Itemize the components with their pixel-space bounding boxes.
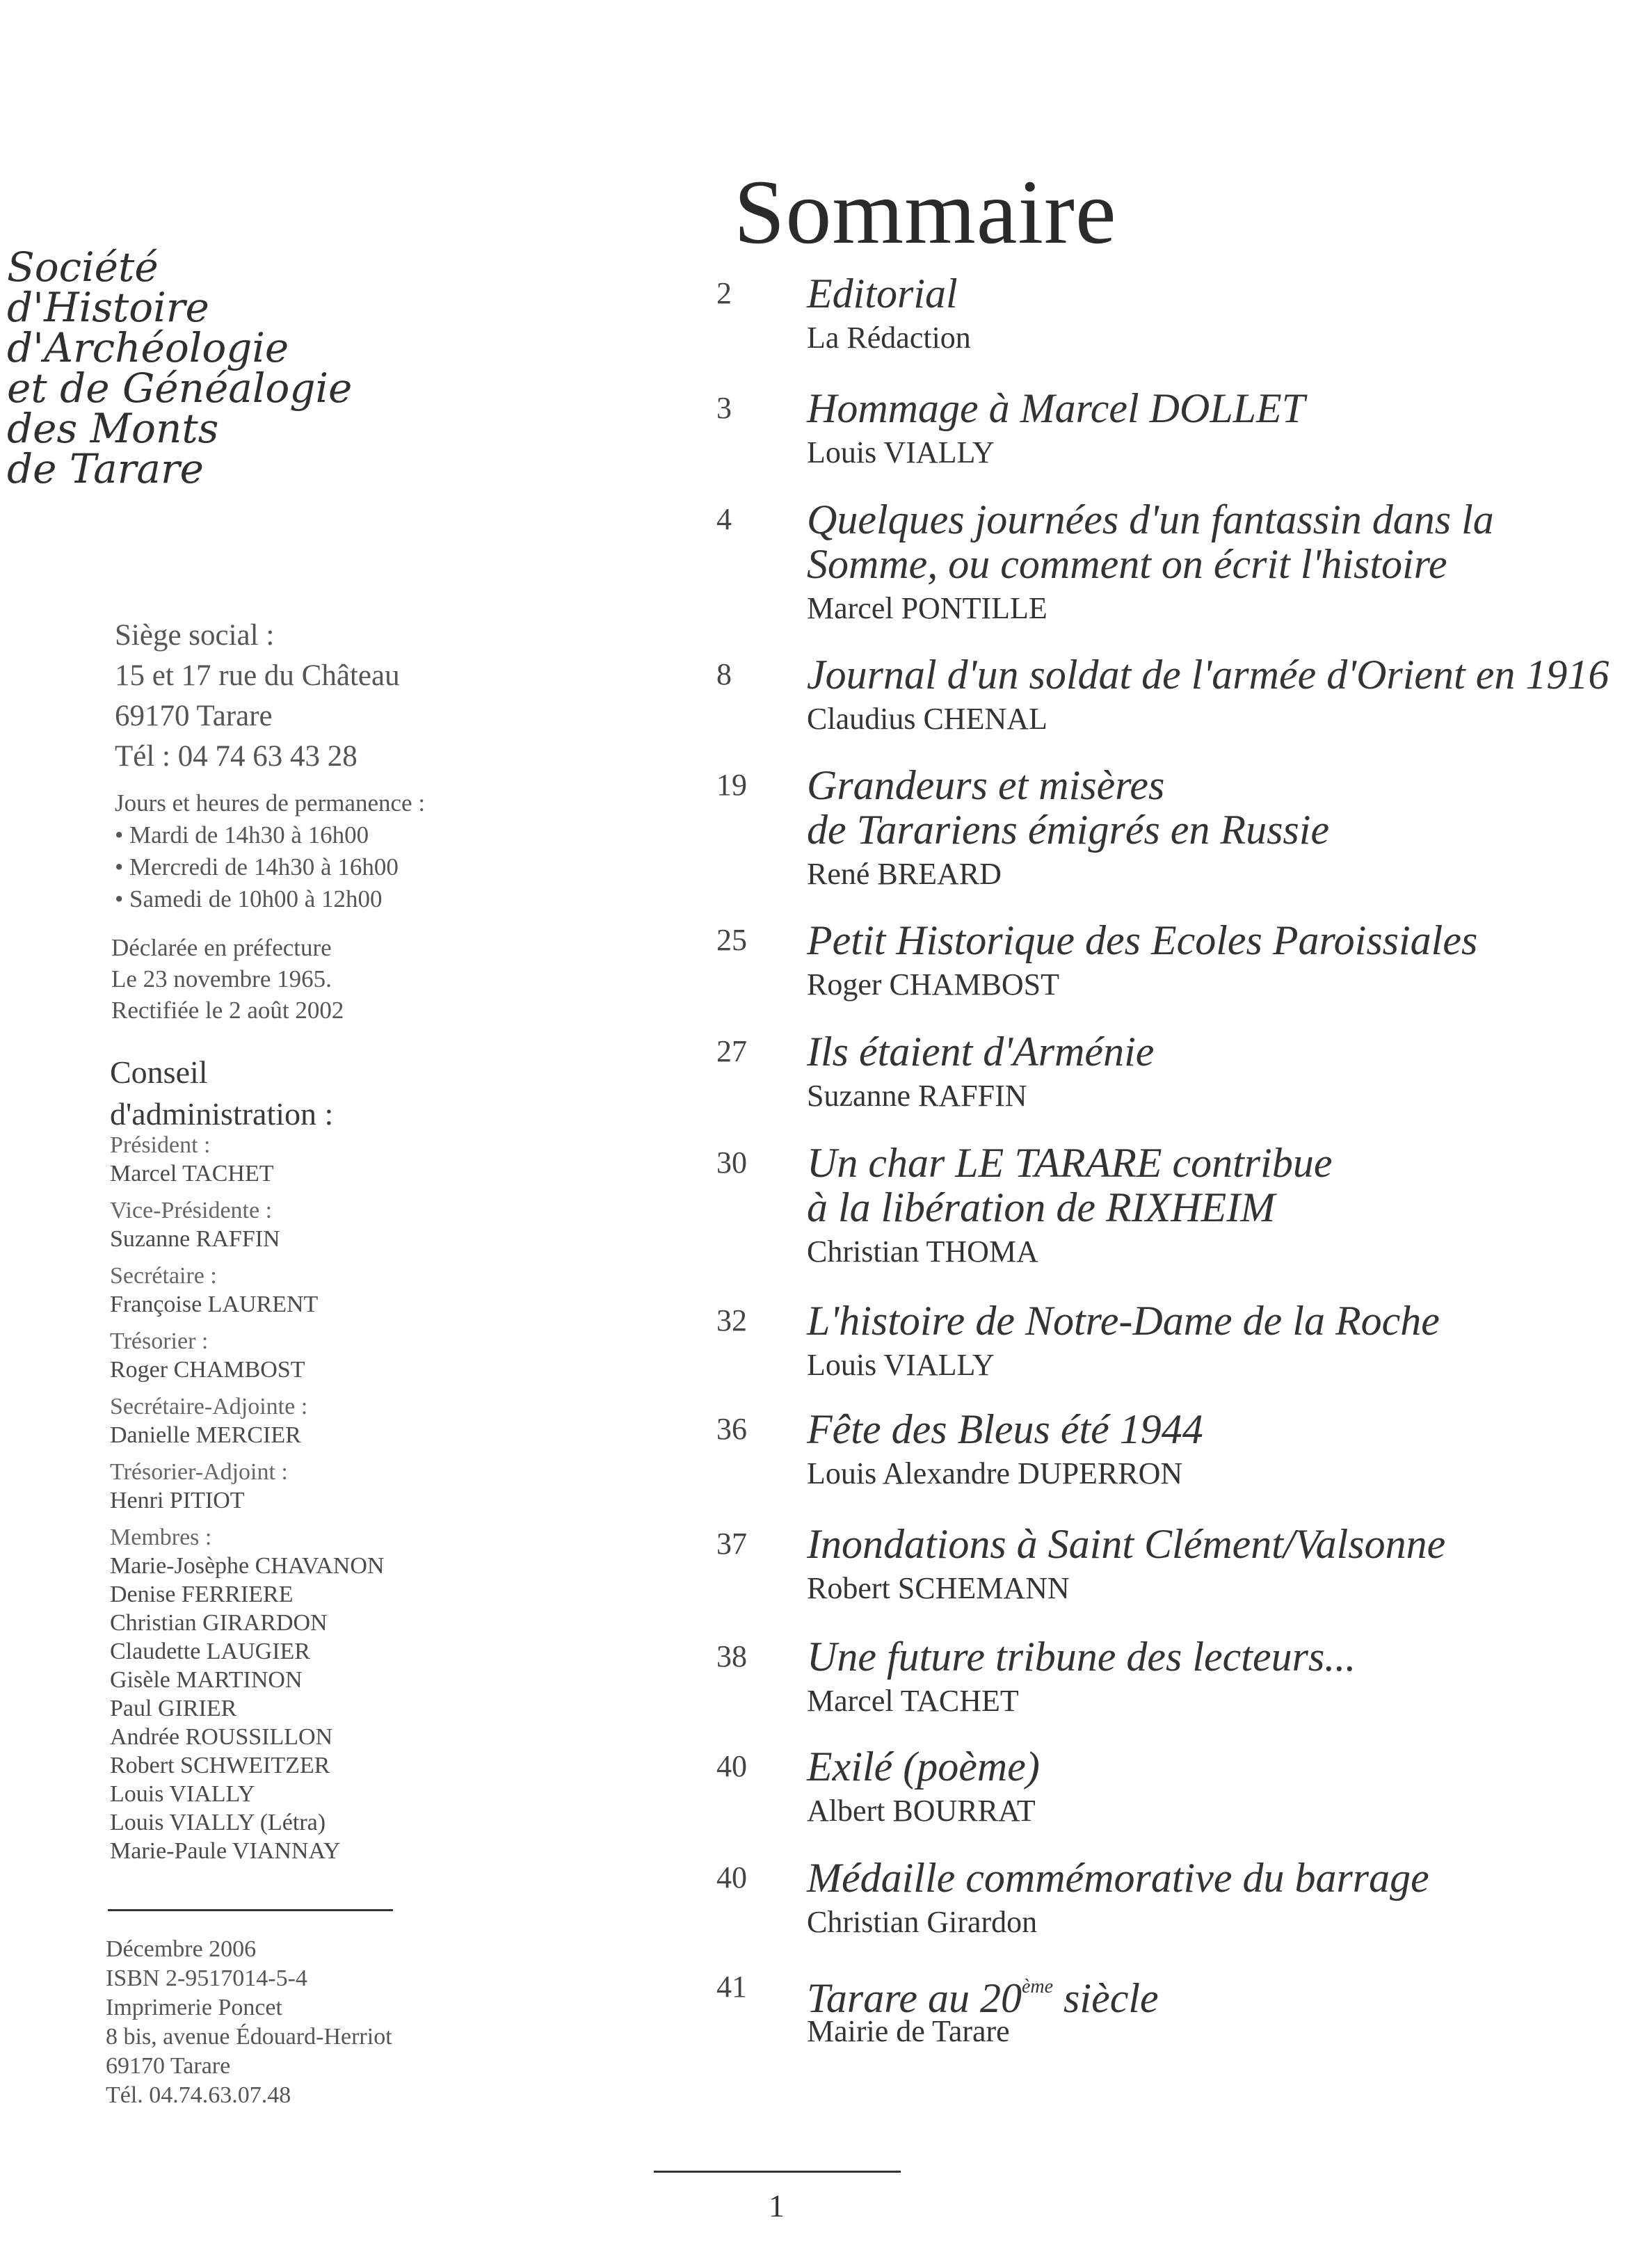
toc-page-number: 36 <box>716 1412 747 1446</box>
toc-page-number: 37 <box>716 1527 747 1561</box>
toc-page-number: 25 <box>716 923 747 957</box>
board-member-name: Roger CHAMBOST <box>110 1357 305 1383</box>
toc-title-line: Exilé (poème) <box>807 1744 1040 1790</box>
hours-label: Jours et heures de permanence : <box>115 789 426 817</box>
toc-title-line: Editorial <box>807 271 958 316</box>
toc-title-line <box>807 1965 1621 2020</box>
toc-title-line: Petit Historique des Ecoles Paroissiales <box>807 917 1478 963</box>
toc-title-line: Ils étaient d'Arménie <box>807 1029 1155 1075</box>
toc-page-number: 19 <box>716 768 747 802</box>
toc-page-number: 27 <box>716 1034 747 1068</box>
board-member: Denise FERRIERE <box>110 1582 294 1607</box>
toc-page-number: 41 <box>716 1970 747 2004</box>
toc-author: René BREARD <box>807 857 1002 891</box>
board-member-name: Marcel TACHET <box>110 1161 274 1187</box>
imprint-date: Décembre 2006 <box>106 1936 257 1962</box>
toc-title <box>807 918 1621 963</box>
toc-title-main: Tarare au 20 <box>807 1975 1022 2021</box>
board-role: Secrétaire-Adjointe : <box>110 1394 308 1419</box>
toc-title-line: Une future tribune des lecteurs... <box>807 1634 1356 1680</box>
members-label: Membres : <box>110 1525 212 1550</box>
society-line: Société <box>7 243 159 291</box>
hq-address-line: 69170 Tarare <box>115 700 273 732</box>
toc-author: Christian THOMA <box>807 1234 1038 1269</box>
divider <box>108 1909 393 1911</box>
toc-page-number: 30 <box>716 1145 747 1180</box>
toc-title <box>807 1298 1621 1343</box>
toc-title-line: Un char LE TARARE contribue <box>807 1140 1333 1186</box>
board-member: Gisèle MARTINON <box>110 1667 303 1693</box>
toc-page-number: 40 <box>716 1860 747 1895</box>
society-line: d'Archéologie <box>7 324 289 371</box>
board-role: Secrétaire : <box>110 1263 217 1289</box>
toc-title-line: Hommage à Marcel DOLLET <box>807 385 1306 431</box>
toc-page-number: 38 <box>716 1639 747 1673</box>
board-member: Marie-Paule VIANNAY <box>110 1838 341 1864</box>
toc-title-line: Fête des Bleus été 1944 <box>807 1406 1203 1452</box>
toc-author: Marcel TACHET <box>807 1684 1019 1718</box>
toc-author: Mairie de Tarare <box>807 2014 1010 2048</box>
toc-title-line: Quelques journées d'un fantassin dans la <box>807 497 1494 542</box>
toc-title-line: Médaille commémorative du barrage <box>807 1855 1429 1901</box>
hours-item: • Samedi de 10h00 à 12h00 <box>115 885 383 912</box>
society-line: de Tarare <box>7 445 204 492</box>
toc-author: La Rédaction <box>807 321 971 355</box>
toc-author: Marcel PONTILLE <box>807 591 1047 625</box>
toc-author: Louis VIALLY <box>807 1348 995 1382</box>
board-member-name: Henri PITIOT <box>110 1488 245 1513</box>
declaration-line: Rectifiée le 2 août 2002 <box>111 997 344 1024</box>
toc-author: Robert SCHEMANN <box>807 1571 1070 1605</box>
toc-author: Louis Alexandre DUPERRON <box>807 1456 1183 1490</box>
toc-page-number: 32 <box>716 1303 747 1337</box>
toc-author: Claudius CHENAL <box>807 702 1047 736</box>
board-member: Marie-Josèphe CHAVANON <box>110 1553 385 1579</box>
toc-title <box>807 1744 1621 1789</box>
toc-title-line: Somme, ou comment on écrit l'histoire <box>807 541 1447 587</box>
toc-title-line: de Tarariens émigrés en Russie <box>807 807 1330 853</box>
toc-title <box>807 1634 1621 1679</box>
imprint-printer: Imprimerie Poncet <box>106 1995 282 2020</box>
toc-author: Roger CHAMBOST <box>807 967 1060 1002</box>
board-title-line: Conseil <box>110 1054 208 1090</box>
board-title <box>110 1052 555 1135</box>
board-list <box>110 1131 555 1865</box>
society-line: et de Généalogie <box>7 364 353 412</box>
toc-title-line: Journal d'un soldat de l'armée d'Orient en 1916 <box>807 652 1609 698</box>
board-member-name: Danielle MERCIER <box>110 1422 301 1448</box>
toc-title <box>807 1407 1621 1451</box>
toc-title <box>807 271 1621 316</box>
board-member-name: Françoise LAURENT <box>110 1292 319 1317</box>
toc-author: Louis VIALLY <box>807 435 995 469</box>
toc-title <box>807 1029 1621 1074</box>
society-line: des Monts <box>7 405 219 452</box>
toc-page-number: 3 <box>716 391 732 425</box>
headquarters <box>115 616 560 777</box>
hours-item: • Mercredi de 14h30 à 16h00 <box>115 853 399 880</box>
office-hours <box>115 787 560 915</box>
toc-title-line: Inondations à Saint Clément/Valsonne <box>807 1521 1446 1567</box>
board-role: Trésorier-Adjoint : <box>110 1459 288 1485</box>
board-member: Andrée ROUSSILLON <box>110 1724 333 1750</box>
declaration-line: Le 23 novembre 1965. <box>111 965 332 992</box>
toc-page-number: 2 <box>716 276 732 310</box>
board-member: Claudette LAUGIER <box>110 1639 310 1664</box>
toc-title <box>807 497 1621 586</box>
toc-author: Albert BOURRAT <box>807 1794 1036 1828</box>
toc-page-number: 40 <box>716 1749 747 1783</box>
imprint <box>106 1935 551 2110</box>
toc-page-number: 4 <box>716 502 732 536</box>
society-name <box>7 243 424 492</box>
toc-title <box>807 1856 1621 1900</box>
board-role: Trésorier : <box>110 1328 209 1354</box>
board-member: Paul GIRIER <box>110 1696 237 1721</box>
toc-title <box>807 386 1621 431</box>
board-member: Louis VIALLY (Létra) <box>110 1810 326 1835</box>
toc-page-number: 8 <box>716 657 732 691</box>
board-member: Robert SCHWEITZER <box>110 1753 330 1778</box>
society-line: d'Histoire <box>7 284 209 331</box>
imprint-street: 8 bis, avenue Édouard-Herriot <box>106 2024 392 2050</box>
toc-title <box>807 1965 1621 2020</box>
hq-label: Siège social : <box>115 619 275 652</box>
imprint-phone: Tél. 04.74.63.07.48 <box>106 2082 291 2108</box>
toc-title-line: à la libération de RIXHEIM <box>807 1184 1276 1230</box>
toc-title-line: Grandeurs et misères <box>807 762 1165 808</box>
toc-title <box>807 1141 1621 1230</box>
declaration <box>111 932 556 1026</box>
imprint-isbn: ISBN 2-9517014-5-4 <box>106 1965 307 1991</box>
declaration-line: Déclarée en préfecture <box>111 934 332 961</box>
hours-item: • Mardi de 14h30 à 16h00 <box>115 821 369 849</box>
toc-author: Suzanne RAFFIN <box>807 1079 1027 1113</box>
imprint-city: 69170 Tarare <box>106 2053 231 2079</box>
page-title: Sommaire <box>734 161 1117 264</box>
board-member-name: Suzanne RAFFIN <box>110 1226 280 1252</box>
hq-address-line: 15 et 17 rue du Château <box>115 659 400 692</box>
hq-phone: Tél : 04 74 63 43 28 <box>115 740 358 773</box>
board-member: Christian GIRARDON <box>110 1610 328 1636</box>
toc-title <box>807 652 1621 697</box>
toc-title <box>807 1522 1621 1566</box>
toc-title-superscript: ème <box>1021 1976 1054 1997</box>
board-title-line: d'administration : <box>110 1096 334 1132</box>
board-member: Louis VIALLY <box>110 1781 255 1807</box>
toc-title <box>807 763 1621 852</box>
page-number: 1 <box>769 2188 785 2223</box>
board-role: Vice-Présidente : <box>110 1198 273 1223</box>
board-role: Président : <box>110 1132 211 1158</box>
footer-divider <box>654 2171 901 2173</box>
toc-title-end: siècle <box>1053 1975 1159 2021</box>
toc-author: Christian Girardon <box>807 1905 1038 1939</box>
toc-title-line: L'histoire de Notre-Dame de la Roche <box>807 1298 1440 1344</box>
